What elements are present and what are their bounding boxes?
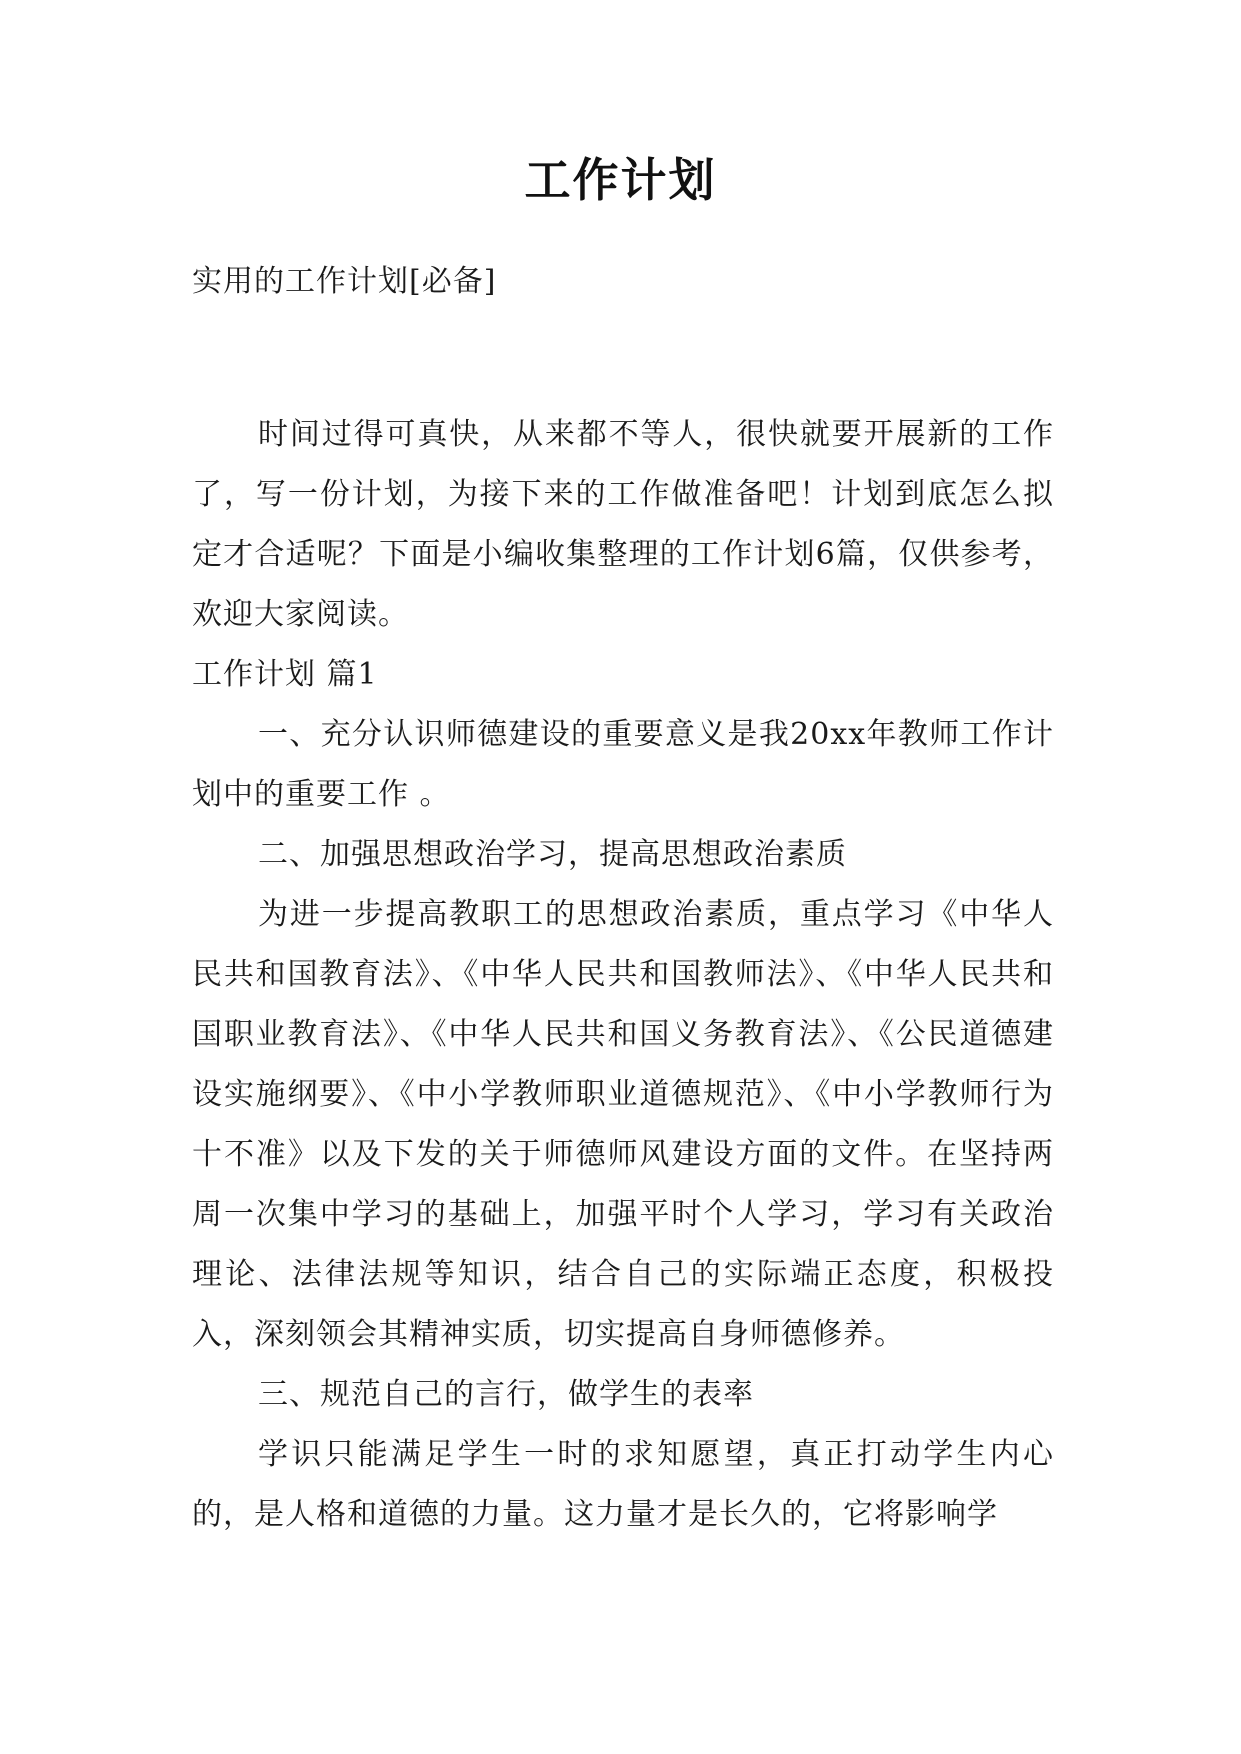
point-three-paragraph: 学识只能满足学生一时的求知愿望，真正打动学生内心的，是人格和道德的力量。这力量才是长久的，它将影响学 (192, 1437, 1054, 1532)
point-three-heading: 三、规范自己的言行，做学生的表率 (258, 1377, 754, 1412)
point-two-paragraph: 为进一步提高教职工的思想政治素质，重点学习《中华人民共和国教育法》、《中华人民共和国教师法》、《中华人民共和国职业教育法》、《中华人民共和国义务教育法》、《公民道德建设实施纲要》、《中小学教师职业道德规范》、《中小学教师行为十不准》以及下发的关于师德师风建设方面的文件。在坚持两周一次集中学习的基础上，加强平时个人学习，学习有关政治理论、法律法规等知识，结合自己的实际端正态度，积极投入，深刻领会其精神实质，切实提高自身师德修养。 (192, 897, 1054, 1352)
point-two-heading: 二、加强思想政治学习，提高思想政治素质 (258, 837, 847, 872)
document-subtitle: 实用的工作计划[必备] (192, 264, 497, 299)
document-title: 工作计划 (524, 153, 717, 207)
point-one-paragraph: 一、充分认识师德建设的重要意义是我20xx年教师工作计划中的重要工作 。 (192, 717, 1054, 812)
intro-paragraph: 时间过得可真快，从来都不等人，很快就要开展新的工作了，写一份计划，为接下来的工作做准备吧！计划到底怎么拟定才合适呢？下面是小编收集整理的工作计划6篇，仅供参考，欢迎大家阅读。 (192, 417, 1054, 632)
section-heading: 工作计划 篇1 (192, 657, 378, 692)
document-body (192, 405, 1054, 1545)
